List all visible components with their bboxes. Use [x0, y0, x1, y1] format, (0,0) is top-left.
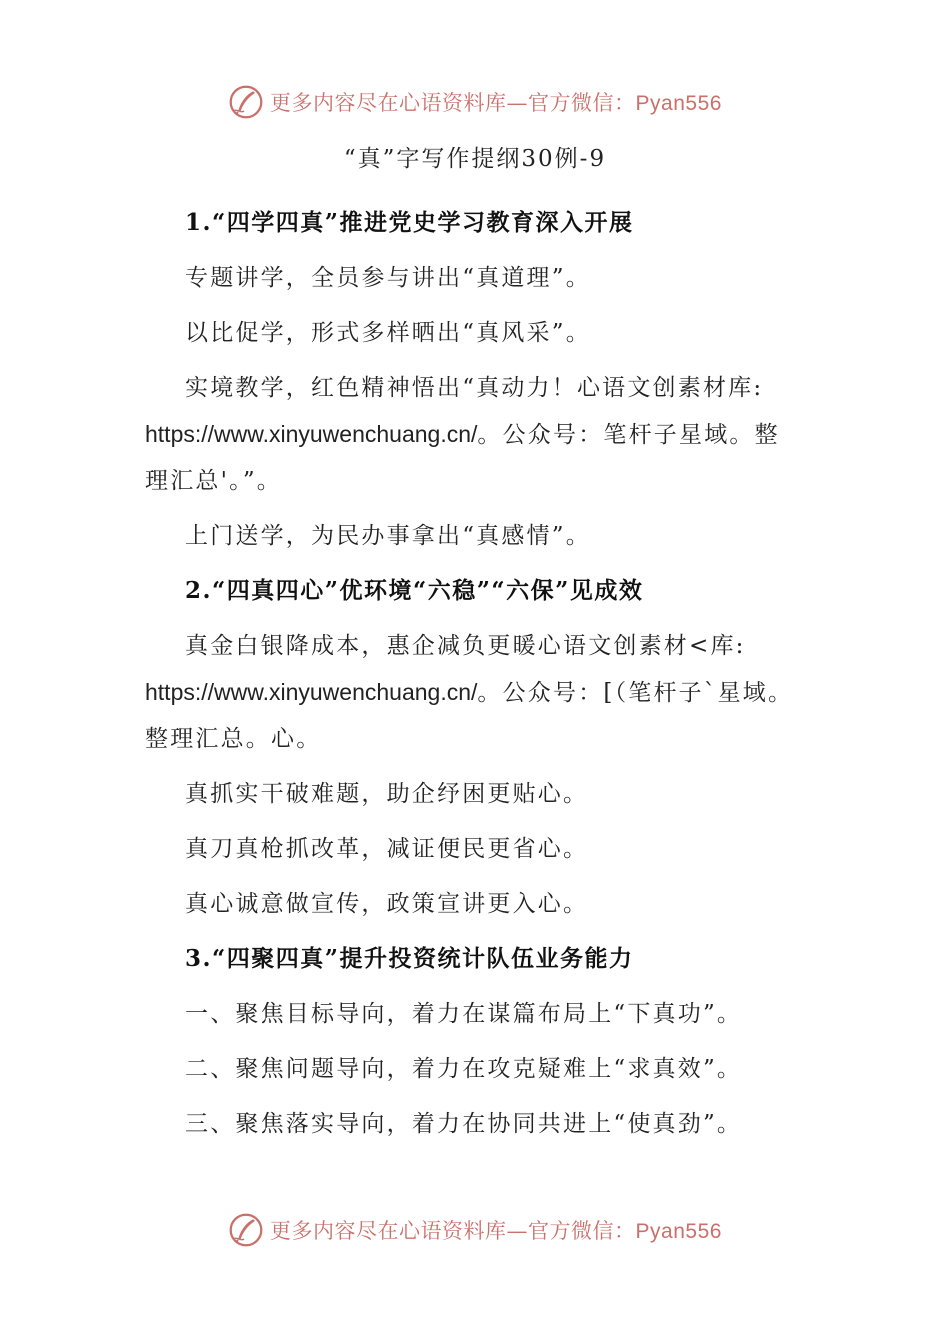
website-url: https://www.xinyuwenchuang.cn/ [145, 421, 478, 447]
paragraph-row: 实境教学，红色精神悟出“真动力！心语文创素材库: [185, 375, 764, 401]
paragraph-row: 理汇总'。”。 [145, 468, 282, 494]
quill-pen-logo-icon [228, 1212, 264, 1248]
header-banner [0, 80, 950, 124]
paragraph: 真抓实干破难题，助企纾困更贴心。 [185, 781, 589, 807]
document-body [145, 200, 813, 1156]
section-heading-1: 1.“四学四真”推进党史学习教育深入开展 [185, 209, 634, 236]
footer-banner [0, 1208, 950, 1252]
paragraph: 一、聚焦目标导向，着力在谋篇布局上“下真功”。 [185, 1001, 743, 1027]
paragraph: 二、聚焦问题导向，着力在攻克疑难上“求真效”。 [185, 1056, 743, 1082]
paragraph-row: https://www.xinyuwenchuang.cn/。公众号：[（笔杆子`星域。 [145, 679, 794, 706]
paragraph: 以比促学，形式多样晒出“真风采”。 [185, 320, 591, 346]
paragraph: 真刀真枪抓改革，减证便民更省心。 [185, 836, 589, 862]
quill-pen-logo-icon [228, 84, 264, 120]
header-banner-text: 更多内容尽在心语资料库—官方微信：Pyan556 [270, 91, 722, 115]
wechat-id: Pyan556 [635, 92, 722, 115]
paragraph: 真心诚意做宣传，政策宣讲更入心。 [185, 891, 589, 917]
section-heading-3: 3.“四聚四真”提升投资统计队伍业务能力 [185, 945, 634, 972]
paragraph-row: 真金白银降成本，惠企减负更暖心语文创素材<库: [185, 633, 746, 659]
paragraph: 三、聚焦落实导向，着力在协同共进上“使真劲”。 [185, 1111, 743, 1137]
section-heading-2: 2.“四真四心”优环境“六稳”“六保”见成效 [185, 577, 644, 604]
paragraph-wrapped [145, 365, 813, 504]
paragraph-row: 整理汇总。心。 [145, 726, 322, 752]
paragraph: 上门送学，为民办事拿出“真感情”。 [185, 523, 591, 549]
paragraph: 专题讲学，全员参与讲出“真道理”。 [185, 265, 591, 291]
page-title: “真”字写作提纲30例-9 [343, 146, 607, 172]
footer-banner-text: 更多内容尽在心语资料库—官方微信：Pyan556 [270, 1219, 722, 1243]
wechat-id: Pyan556 [635, 1220, 722, 1243]
paragraph-wrapped [145, 623, 813, 762]
website-url: https://www.xinyuwenchuang.cn/ [145, 679, 478, 705]
paragraph-row: https://www.xinyuwenchuang.cn/。公众号：笔杆子星域。整 [145, 421, 780, 448]
